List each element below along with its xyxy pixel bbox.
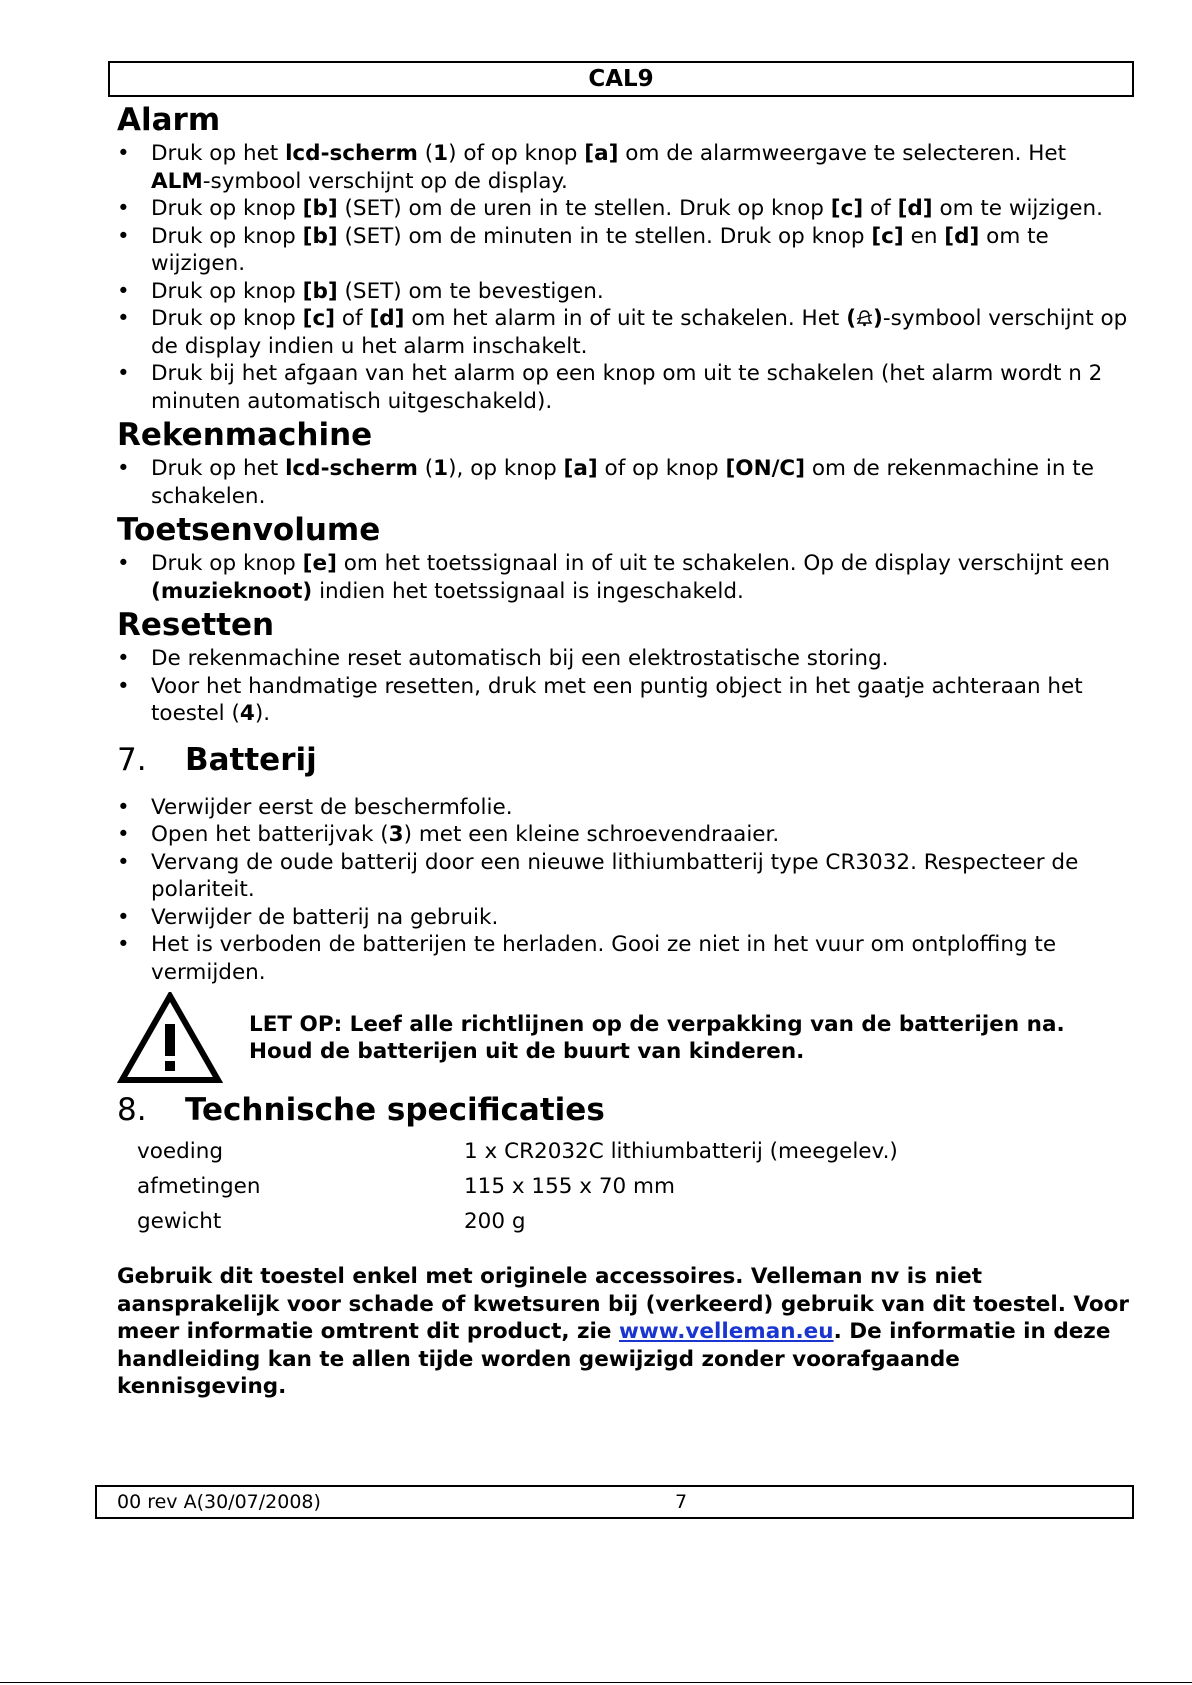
table-row: voeding 1 x CR2032C lithiumbatterij (meegelev.)	[137, 1139, 898, 1164]
bullet-mark: •	[117, 306, 130, 331]
bullet-mark: •	[117, 646, 130, 671]
document-header	[108, 61, 1134, 97]
list-item: • Vervang de oude batterij door een nieuwe lithiumbatterij type CR3032. Respecteer de polariteit.	[117, 849, 1079, 902]
bullet-mark: •	[117, 849, 130, 875]
list-item: • Druk op knop [e] om het toetssignaal in of uit te schakelen. Op de display verschijnt een (muzieknoot) indien het toetssignaal is ingeschakeld.	[117, 551, 1111, 604]
section-title-text: Technische specificaties	[185, 1092, 605, 1128]
bullet-mark: •	[117, 932, 130, 957]
alarm-list	[117, 140, 1129, 415]
bullet-mark: •	[117, 361, 130, 386]
specs-table	[137, 1134, 898, 1239]
section-title-batterij	[117, 740, 1129, 780]
velleman-link[interactable]: www.velleman.eu	[619, 1319, 834, 1344]
warning-text: LET OP: Leef alle richtlijnen op de verpakking van de batterijen na. Houd de batterijen uit de buurt van kinderen.	[249, 1011, 1065, 1064]
warning-triangle-icon	[117, 992, 223, 1084]
bullet-mark: •	[117, 822, 130, 847]
list-item: • Druk op knop [c] of [d] om het alarm in of uit te schakelen. Het ( )-symbool verschijnt op de display indien u het alarm inschakelt.	[117, 306, 1128, 359]
table-row: afmetingen 115 x 155 x 70 mm	[137, 1174, 675, 1199]
bullet-mark: •	[117, 456, 130, 481]
bullet-mark: •	[117, 223, 130, 249]
section-title-rekenmachine: Rekenmachine	[117, 417, 373, 453]
resetten-list	[117, 645, 1129, 728]
section-number: 8.	[117, 1092, 147, 1128]
bell-icon	[856, 307, 873, 325]
page-number: 7	[675, 1491, 688, 1513]
list-item: • De rekenmachine reset automatisch bij een elektrostatische storing.	[117, 646, 889, 671]
batterij-list	[117, 794, 1129, 987]
rekenmachine-list	[117, 455, 1129, 510]
bullet-mark: •	[117, 196, 130, 221]
bullet-mark: •	[117, 673, 130, 699]
table-row: gewicht 200 g	[137, 1209, 526, 1234]
list-item: • Druk op knop [b] (SET) om te bevestigen.	[117, 278, 604, 304]
toetsenvolume-list	[117, 550, 1129, 605]
list-item: • Druk op knop [b] (SET) om de uren in te stellen. Druk op knop [c] of [d] om te wijzigen.	[117, 196, 1103, 221]
section-title-alarm: Alarm	[117, 102, 221, 138]
bullet-mark: •	[117, 904, 130, 930]
document-footer	[95, 1485, 1134, 1519]
list-item: • Druk bij het afgaan van het alarm op een knop om uit te schakelen (het alarm wordt n 2 minuten automatisch uitgeschakeld).	[117, 361, 1103, 414]
section-title-toetsenvolume: Toetsenvolume	[117, 512, 381, 548]
list-item: • Verwijder eerst de beschermfolie.	[117, 794, 513, 820]
list-item: • Voor het handmatige resetten, druk met een puntig object in het gaatje achteraan het toestel (4).	[117, 673, 1083, 726]
document-title: CAL9	[588, 66, 654, 92]
list-item: • Open het batterijvak (3) met een kleine schroevendraaier.	[117, 822, 780, 847]
bullet-mark: •	[117, 551, 130, 576]
revision-label: 00 rev A(30/07/2008)	[117, 1491, 321, 1513]
divider	[0, 1682, 1192, 1683]
bullet-mark: •	[117, 278, 130, 304]
list-item: • Druk op het lcd-scherm (1), op knop [a] of op knop [ON/C] om de rekenmachine in te schakelen.	[117, 456, 1094, 509]
section-number: 7.	[117, 741, 147, 778]
section-title-specs	[117, 1090, 1129, 1130]
section-title-resetten: Resetten	[117, 607, 275, 643]
warning-box	[117, 992, 1129, 1084]
list-item: • Druk op het lcd-scherm (1) of op knop [a] om de alarmweergave te selecteren. Het ALM-symbool verschijnt op de display.	[117, 141, 1067, 194]
list-item: • Druk op knop [b] (SET) om de minuten in te stellen. Druk op knop [c] en [d] om te wijzigen.	[117, 223, 1049, 276]
page-content	[117, 100, 1129, 1401]
disclaimer: Gebruik dit toestel enkel met originele accessoires. Velleman nv is niet aansprakelijk voor schade of kwetsuren bij (verkeerd) gebruik van dit toestel. Voor meer informatie omtrent dit product, zie www.velleman.eu. De informatie in deze handleiding kan te allen tijde worden gewijzigd zonder voorafgaande kennisgeving.	[117, 1264, 1129, 1399]
bullet-mark: •	[117, 794, 130, 820]
section-title-text: Batterij	[185, 741, 317, 778]
bullet-mark: •	[117, 141, 130, 166]
list-item: • Het is verboden de batterijen te herladen. Gooi ze niet in het vuur om ontploffing te vermijden.	[117, 932, 1057, 985]
list-item: • Verwijder de batterij na gebruik.	[117, 904, 499, 930]
